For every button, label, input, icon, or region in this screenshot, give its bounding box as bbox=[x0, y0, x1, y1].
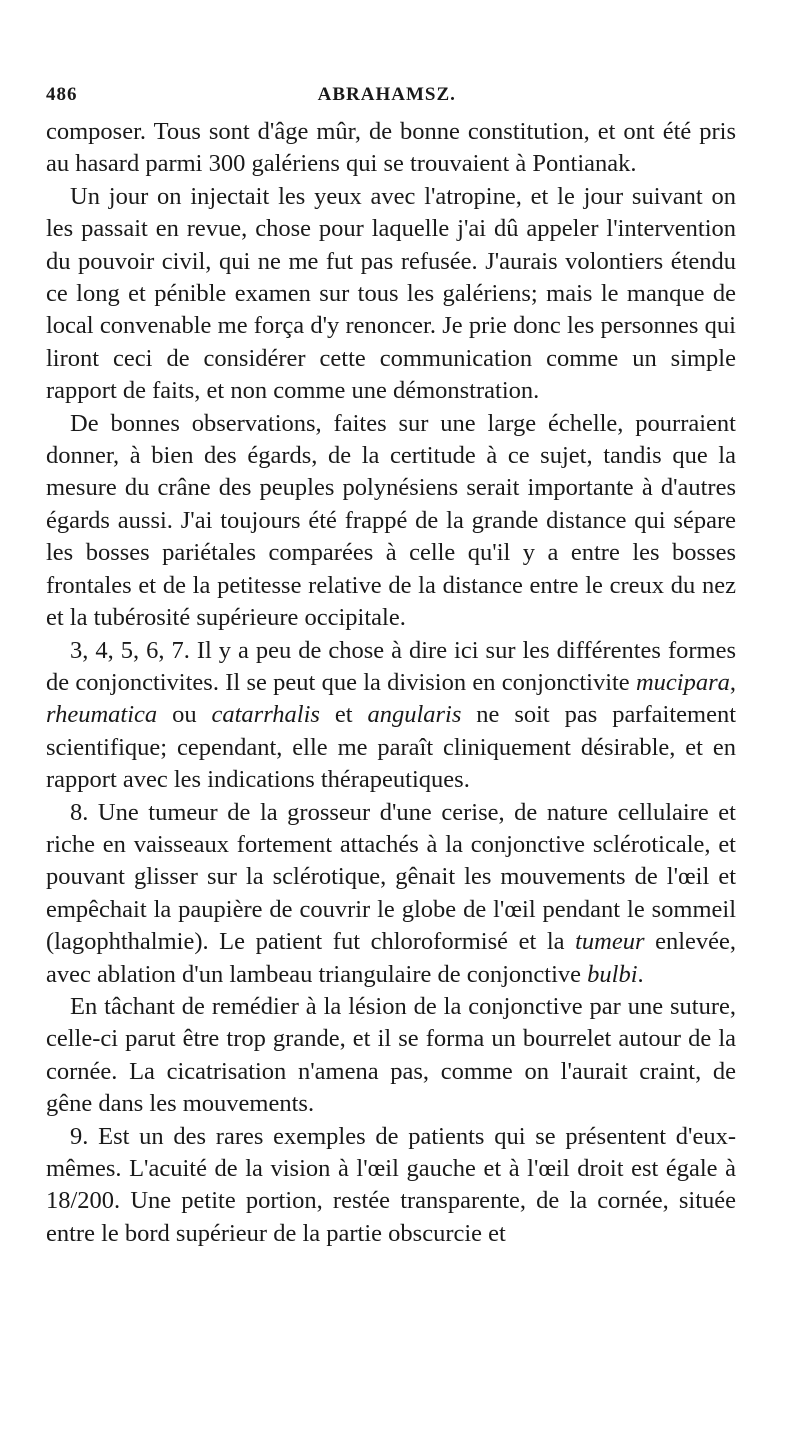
paragraph-4-text-b: , bbox=[729, 668, 736, 696]
paragraph-5 bbox=[46, 797, 736, 991]
paragraph-4-text-a: 3, 4, 5, 6, 7. Il y a peu de chose à dire ici sur les différentes formes de conjonctivites. Il se peut que la division en conjonctivite bbox=[46, 636, 736, 696]
paragraph-5-text-c: . bbox=[637, 960, 644, 988]
book-page bbox=[46, 84, 736, 1250]
paragraph-1: composer. Tous sont d'âge mûr, de bonne constitution, et ont été pris au hasard parmi 300 galériens qui se trouvaient à Pontianak. bbox=[46, 118, 736, 178]
page-number: 486 bbox=[46, 84, 78, 105]
paragraph-4-text-d: et bbox=[319, 701, 368, 729]
paragraph-7: 9. Est un des rares exemples de patients qui se présentent d'eux-mêmes. L'acuité de la vision à l'œil gauche et à l'œil droit est égale à 18/200. Une petite portion, restée transparente, de la cornée, située entre le bord supérieur de la partie obscurcie et bbox=[46, 1122, 736, 1247]
running-title: ABRAHAMSZ. bbox=[317, 84, 456, 105]
paragraph-4 bbox=[46, 635, 736, 797]
paragraph-5-text-b: enlevée, avec ablation d'un lambeau triangulaire de conjonctive bbox=[46, 928, 736, 988]
term-angularis: angularis bbox=[367, 701, 462, 729]
paragraph-5-text-a: 8. Une tumeur de la grosseur d'une cerise, de nature cellulaire et riche en vaisseaux fortement attachés à la conjonctive scléroticale, et pouvant glisser sur la sclérotique, gênait les mouvements de l'œil et empêchait la paupière de couvrir le globe de l'œil pendant le sommeil (lagophthalmie). Le patient fut chloroformisé et la bbox=[46, 798, 736, 956]
running-head bbox=[46, 84, 736, 114]
term-bulbi: bulbi bbox=[587, 960, 638, 988]
paragraph-4-text-e: ne soit pas parfaitement scientifique; cependant, elle me paraît cliniquement désirable, et en rapport avec les indications thérapeutiques. bbox=[46, 701, 736, 794]
term-rheumatica: rheumatica bbox=[46, 701, 158, 729]
term-tumeur: tumeur bbox=[575, 928, 645, 956]
paragraph-2: Un jour on injectait les yeux avec l'atropine, et le jour suivant on les passait en revue, chose pour laquelle j'ai dû appeler l'intervention du pouvoir civil, qui ne me fut pas refusée. J'aurais volontiers étendu ce long et pénible examen sur tous les galériens; mais le manque de local convenable me força d'y renoncer. Je prie donc les personnes qui liront ceci de considérer cette communication comme un simple rapport de faits, et non comme une démonstration. bbox=[46, 182, 736, 405]
term-catarrhalis: catarrhalis bbox=[211, 701, 320, 729]
paragraph-4-text-c: ou bbox=[157, 701, 212, 729]
paragraph-3: De bonnes observations, faites sur une large échelle, pourraient donner, à bien des égards, de la certitude à ce sujet, tandis que la mesure du crâne des peuples polynésiens serait importante à d'autres égards aussi. J'ai toujours été frappé de la grande distance qui sépare les bosses pariétales comparées à celle qu'il y a entre les bosses frontales et de la petitesse relative de la distance entre le creux du nez et la tubérosité supérieure occipitale. bbox=[46, 409, 736, 632]
term-mucipara: mucipara bbox=[635, 668, 730, 696]
paragraph-6: En tâchant de remédier à la lésion de la conjonctive par une suture, celle-ci parut être trop grande, et il se forma un bourrelet autour de la cornée. La cicatrisation n'amena pas, comme on l'aurait craint, de gêne dans les mouvements. bbox=[46, 992, 736, 1118]
body-text bbox=[46, 116, 736, 1250]
